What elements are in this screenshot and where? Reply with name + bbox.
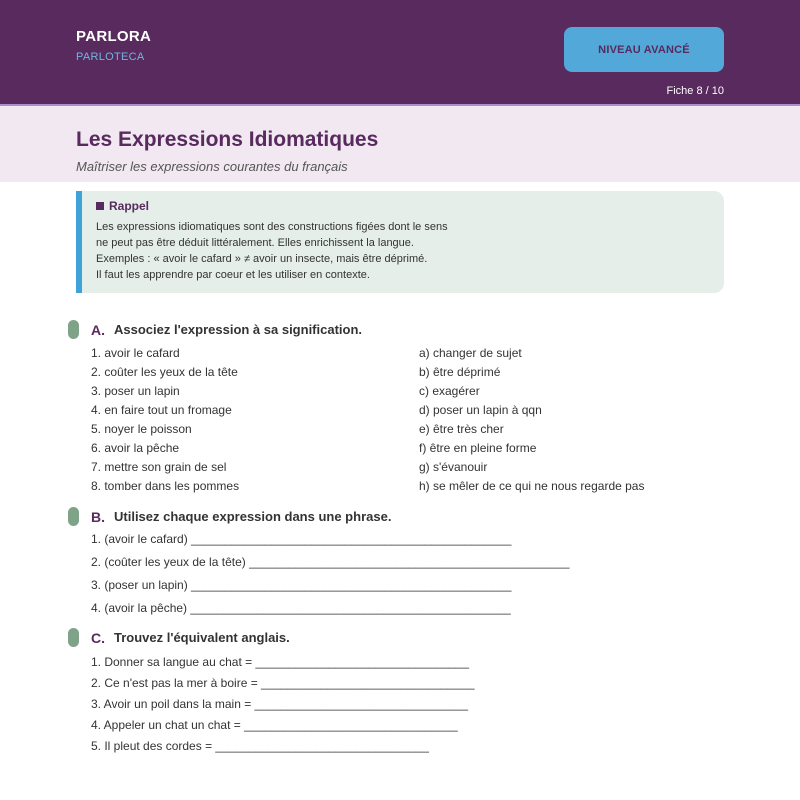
meaning-item: e) être très cher — [419, 422, 504, 436]
meaning-item: c) exagérer — [419, 384, 480, 398]
section-title: Associez l'expression à sa signification. — [114, 322, 363, 337]
meaning-item: a) changer de sujet — [419, 346, 522, 360]
section-title: Trouvez l'équivalent anglais. — [114, 630, 290, 645]
section-marker-icon — [68, 320, 79, 339]
sentence-exercise: 4. (avoir la pêche) ________________________________________________ — [91, 601, 511, 615]
translation-exercise: 3. Avoir un poil dans la main = ________________________________ — [91, 697, 469, 711]
expression-item: 8. tomber dans les pommes — [91, 479, 240, 493]
expression-item: 7. mettre son grain de sel — [91, 460, 227, 474]
translation-exercise: 5. Il pleut des cordes = ________________________________ — [91, 739, 429, 753]
reminder-line: Il faut les apprendre par coeur et les utiliser en contexte. — [96, 269, 370, 281]
section-c-heading — [68, 628, 290, 647]
reminder-line: ne peut pas être déduit littéralement. Elles enrichissent la langue. — [96, 237, 414, 249]
page-subtitle: Maîtriser les expressions courantes du français — [76, 159, 348, 174]
reminder-line: Les expressions idiomatiques sont des constructions figées dont le sens — [96, 221, 448, 233]
meaning-item: b) être déprimé — [419, 365, 501, 379]
translation-exercise: 4. Appeler un chat un chat = ________________________________ — [91, 718, 458, 732]
section-b-heading — [68, 507, 391, 526]
reminder-box — [76, 191, 724, 293]
translation-exercise: 2. Ce n'est pas la mer à boire = ________________________________ — [91, 676, 475, 690]
expression-item: 1. avoir le cafard — [91, 346, 180, 360]
section-marker-icon — [68, 628, 79, 647]
section-letter: A. — [91, 321, 105, 338]
section-marker-icon — [68, 507, 79, 526]
meaning-item: g) s'évanouir — [419, 460, 488, 474]
expression-item: 5. noyer le poisson — [91, 422, 192, 436]
expression-item: 2. coûter les yeux de la tête — [91, 365, 238, 379]
expression-item: 4. en faire tout un fromage — [91, 403, 232, 417]
reminder-line: Exemples : « avoir le cafard » ≠ avoir un insecte, mais être déprimé. — [96, 253, 428, 265]
meaning-item: d) poser un lapin à qqn — [419, 403, 542, 417]
reminder-heading-label: Rappel — [109, 199, 150, 213]
brand-subtitle: PARLOTECA — [76, 51, 145, 63]
brand-name: PARLORA — [76, 28, 152, 45]
sentence-exercise: 3. (poser un lapin) ________________________________________________ — [91, 578, 512, 592]
section-a-heading — [68, 320, 362, 339]
meaning-item: f) être en pleine forme — [419, 441, 537, 455]
page-title: Les Expressions Idiomatiques — [76, 128, 379, 151]
expression-item: 3. poser un lapin — [91, 384, 180, 398]
meaning-item: h) se mêler de ce qui ne nous regarde pas — [419, 479, 645, 493]
sentence-exercise: 1. (avoir le cafard) ________________________________________________ — [91, 532, 512, 546]
reminder-heading — [96, 199, 710, 213]
section-title: Utilisez chaque expression dans une phrase. — [114, 509, 392, 524]
level-badge: NIVEAU AVANCÉ — [564, 27, 724, 72]
sentence-exercise: 2. (coûter les yeux de la tête) ________________________________________________ — [91, 555, 570, 569]
translation-exercise: 1. Donner sa langue au chat = ________________________________ — [91, 655, 470, 669]
section-letter: B. — [91, 508, 105, 525]
sheet-number: Fiche 8 / 10 — [666, 85, 724, 97]
square-icon — [96, 202, 104, 210]
section-letter: C. — [91, 629, 105, 646]
expression-item: 6. avoir la pêche — [91, 441, 180, 455]
